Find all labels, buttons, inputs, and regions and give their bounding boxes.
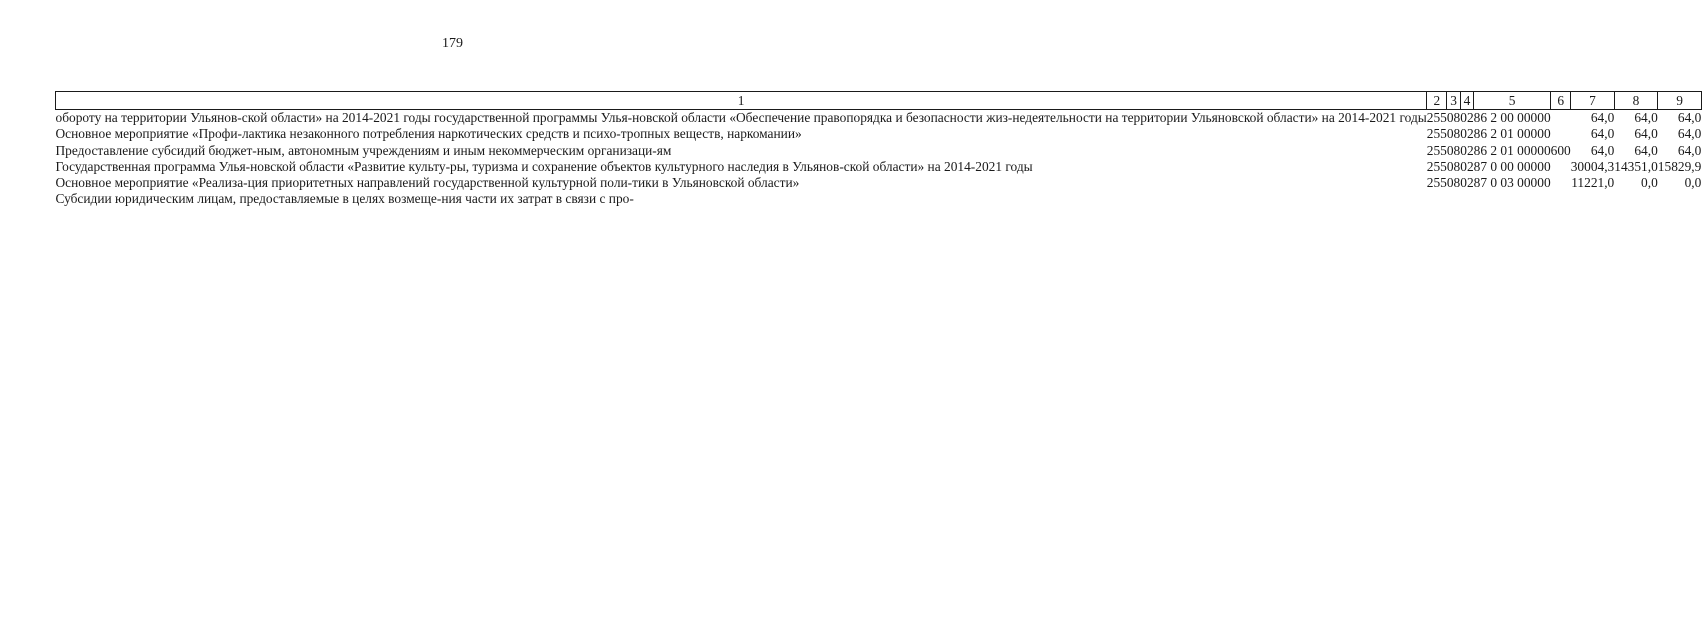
header-cell: 2: [1427, 92, 1447, 110]
cell-amount-8: 0,0: [1641, 175, 1658, 191]
table-row: [56, 126, 1702, 142]
cell-ministry: 255: [1426, 126, 1447, 142]
header-cell: 1: [56, 92, 1427, 110]
cell-amount-9: [1658, 191, 1702, 207]
table-row: [56, 110, 1702, 127]
page-number: 179: [442, 36, 463, 51]
header-row: [56, 92, 1702, 110]
row-description: Субсидии юридическим лицам, предоставляемые в целях возмеще-ния части их затрат в связи с про-: [55, 191, 634, 207]
cell-target-code: [1474, 191, 1551, 207]
cell-subsection: [1460, 191, 1473, 207]
cell-ministry: 255: [1426, 142, 1447, 158]
header-cell: 4: [1460, 92, 1473, 110]
cell-amount-9: 64,0: [1677, 142, 1702, 158]
header-cell: 9: [1658, 92, 1702, 110]
cell-amount-7: 64,0: [1590, 142, 1615, 158]
cell-amount-7: [1571, 191, 1615, 207]
cell-section: [1447, 191, 1460, 207]
cell-amount-7: 64,0: [1590, 126, 1615, 142]
table-row: [56, 175, 1702, 191]
cell-amount-7: 64,0: [1590, 110, 1615, 125]
header-cell: 8: [1614, 92, 1658, 110]
cell-section: 08: [1446, 110, 1461, 125]
cell-subsection: 02: [1460, 158, 1474, 174]
cell-section: 08: [1446, 142, 1461, 158]
cell-expense-type: [1551, 110, 1571, 127]
budget-table: [55, 91, 1702, 208]
cell-target-code: 87 0 00 00000: [1473, 158, 1551, 174]
cell-amount-9: 64,0: [1677, 110, 1702, 125]
header-cell: 3: [1447, 92, 1460, 110]
table-row: [56, 143, 1702, 159]
cell-expense-type: [1551, 191, 1571, 207]
cell-subsection: 02: [1460, 126, 1474, 142]
cell-ministry: [1427, 191, 1447, 207]
cell-section: 08: [1446, 158, 1461, 174]
cell-amount-8: [1614, 191, 1658, 207]
cell-target-code: 86 2 00 00000: [1473, 110, 1551, 125]
header-cell: 6: [1551, 92, 1571, 110]
cell-section: 08: [1446, 175, 1461, 191]
cell-section: 08: [1446, 126, 1461, 142]
table-row: [56, 159, 1702, 175]
cell-amount-8: 14351,0: [1614, 158, 1658, 174]
cell-subsection: 02: [1460, 142, 1474, 158]
cell-expense-type: [1551, 175, 1571, 191]
cell-ministry: 255: [1426, 175, 1447, 191]
table-row: [56, 191, 1702, 207]
header-cell: 7: [1571, 92, 1615, 110]
cell-ministry: 255: [1426, 158, 1447, 174]
cell-amount-9: 15829,9: [1657, 158, 1702, 174]
cell-amount-7: 11221,0: [1571, 175, 1615, 191]
cell-expense-type: [1551, 159, 1571, 175]
row-description: обороту на территории Ульянов-ской области» на 2014-2021 годы государственной программы Улья-новской области «Обеспечение правопорядка и безопасности жиз-недеятельности на территории Ульяновской области» на 2014-2021 годы: [55, 110, 1427, 125]
cell-amount-8: 64,0: [1634, 110, 1658, 125]
cell-amount-9: 0,0: [1684, 175, 1702, 191]
cell-target-code: 87 0 03 00000: [1473, 175, 1551, 191]
cell-ministry: 255: [1426, 110, 1447, 125]
cell-expense-type: [1551, 126, 1571, 142]
header-cell: 5: [1474, 92, 1551, 110]
row-description: Предоставление субсидий бюджет-ным, автономным учреждениям и иным некоммерческим организаци-ям: [55, 142, 672, 158]
cell-amount-9: 64,0: [1677, 126, 1702, 142]
cell-subsection: 02: [1460, 175, 1474, 191]
cell-target-code: 86 2 01 00000: [1473, 126, 1551, 142]
row-description: Основное мероприятие «Профи-лактика незаконного потребления наркотических средств и психо-тропных веществ, наркомании»: [55, 126, 802, 142]
cell-amount-8: 64,0: [1634, 142, 1658, 158]
row-description: Основное мероприятие «Реализа-ция приоритетных направлений государственной культурной поли-тики в Ульяновской области»: [55, 175, 800, 191]
row-description: Государственная программа Улья-новской области «Развитие культу-ры, туризма и сохранение объектов культурного наследия в Ульянов-ской области» на 2014-2021 годы: [55, 158, 1033, 174]
cell-target-code: 86 2 01 00000: [1473, 142, 1551, 158]
cell-amount-8: 64,0: [1634, 126, 1658, 142]
cell-subsection: 02: [1460, 110, 1474, 125]
cell-amount-7: 30004,3: [1570, 158, 1615, 174]
cell-expense-type: 600: [1550, 142, 1571, 158]
